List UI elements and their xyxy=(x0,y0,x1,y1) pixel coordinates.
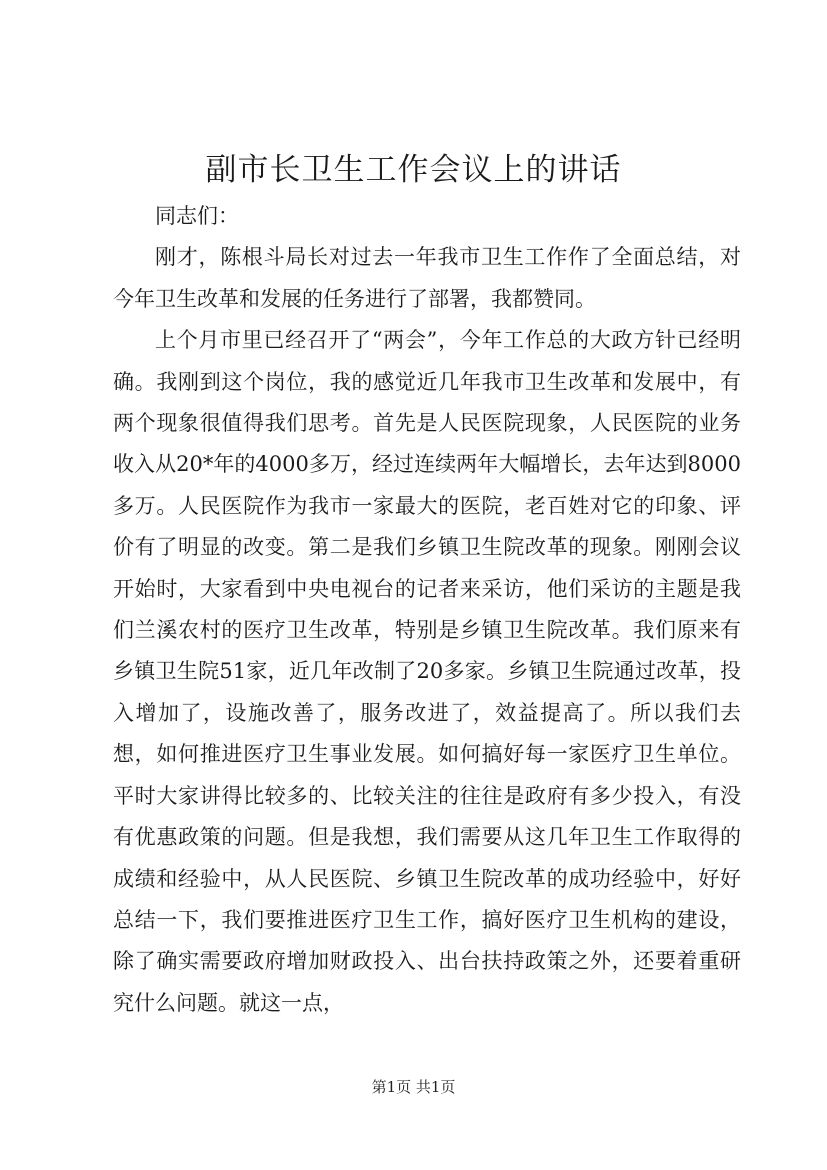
document-title: 副市长卫生工作会议上的讲话 xyxy=(205,152,622,188)
salutation: 同志们： xyxy=(155,204,239,228)
paragraph-1: 刚才，陈根斗局长对过去一年我市卫生工作作了全面总结，对今年卫生改革和发展的任务进行了部署，我都赞同。 xyxy=(113,245,741,311)
paragraph-2: 上个月市里已经召开了“两会”，今年工作总的大政方针已经明确。我刚到这个岗位，我的感觉近几年我市卫生改革和发展中，有两个现象很值得我们思考。首先是人民医院现象，人民医院的业务收入从20*年的4000多万，经过连续两年大幅增长，去年达到8000多万。人民医院作为我市一家最大的医院，老百姓对它的印象、评价有了明显的改变。第二是我们乡镇卫生院改革的现象。刚刚会议开始时，大家看到中央电视台的记者来采访，他们采访的主题是我们兰溪农村的医疗卫生改革，特别是乡镇卫生院改革。我们原来有乡镇卫生院51家，近几年改制了20多家。乡镇卫生院通过改革，投入增加了，设施改善了，服务改进了，效益提高了。所以我们去想，如何推进医疗卫生事业发展。如何搞好每一家医疗卫生单位。平时大家讲得比较多的、比较关注的往往是政府有多少投入，有没有优惠政策的问题。但是我想，我们需要从这几年卫生工作取得的成绩和经验中，从人民医院、乡镇卫生院改革的成功经验中，好好总结一下，我们要推进医疗卫生工作，搞好医疗卫生机构的建设，除了确实需要政府增加财政投入、出台扶持政策之外，还要着重研究什么问题。就这一点， xyxy=(113,328,741,1015)
document-body xyxy=(113,196,741,1024)
page-footer: 第1页 共1页 xyxy=(371,1078,456,1096)
